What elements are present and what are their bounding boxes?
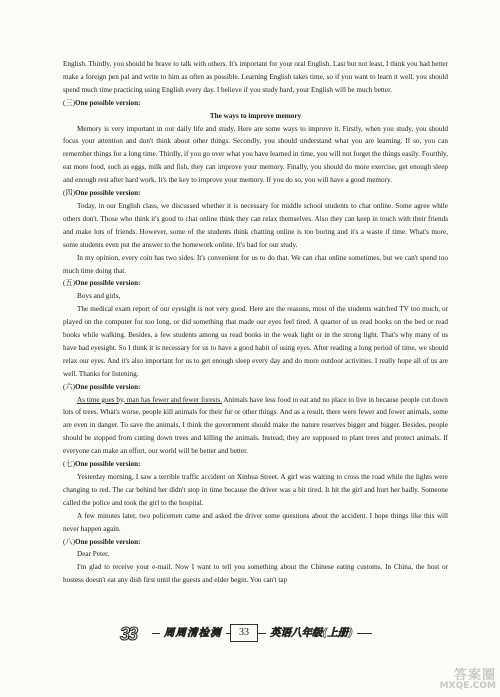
- section-header: [63, 458, 448, 471]
- underlined-sentence: As time goes by, man has fewer and fewer forests.: [77, 395, 222, 404]
- answer-text-body: [63, 58, 448, 587]
- section-label: One possible version:: [74, 279, 141, 288]
- essay-paragraph: Memory is very important in our daily life and study. Here are some ways to improve it. Firstly, when you study, you should focus your attention and don't think about other things. Secondly, you should understand what you are learning. If so, you can remember things for a long time. Thirdly, if you go over what you have learned in time, you will not forget the things easily. Fourthly, eat more food, such as eggs, milk and fish, they can improve your memory. Finally, you should do more exercise, get enough sleep and enough rest after hard work. It's the key to improve your memory. If you do so, you will have a good memory.: [63, 124, 448, 185]
- watermark-cn-text: 答案圈: [453, 668, 496, 683]
- section-label: One possible version:: [74, 189, 141, 198]
- series-logo: 33: [120, 624, 137, 644]
- essay-paragraph: In my opinion, every coin has two sides. It's convenient for us to do that. We can chat online sometimes, but we can't spend too much time doing that.: [63, 253, 448, 275]
- section-header: [63, 536, 448, 549]
- page-footer: [120, 622, 380, 648]
- watermark-url-text: MXQE.COM: [439, 681, 496, 691]
- section-label: One possible version:: [74, 537, 141, 546]
- section-number: (五): [63, 279, 75, 288]
- paragraph-text: Animals have less food to eat and no place to live in because people cut down lots of trees. What's worse, people kill animals for their fur or other things. And as a result, there were fewer and fewer animals, some are even in danger. To save the animals, I think the government should make the nature reserves bigger and bigger. Besides, people should be stopped from cutting down trees and killing the animals. Instead, they are supposed to plant trees and protect animals. If everyone can make an effort, our world will be better and better.: [63, 395, 448, 456]
- section-header: [63, 187, 448, 200]
- essay-paragraph: The medical exam report of our eyesight is not very good. Here are the reasons, most of the students watched TV too much, or played on the computer for too long, or did something that made our eyes feel tired. A quarter of us read books on the bed or read books while walking. Besides, a few students among us read books in the weak light or in the strong light. That's why many of us have bad eyesight. So I think it is necessary for us to have a good habit of using eyes. After reading a long period of time, we should relax our eyes. And it's also important for us to get enough sleep every day and do more outdoor activities. I really hope all of us are well. Thanks for listening.: [63, 305, 448, 378]
- essay-paragraph: A few minutes later, two policemen came and asked the driver some questions about the accident. I hope things like this will never happen again.: [63, 511, 448, 533]
- section-label: One possible version:: [74, 98, 141, 107]
- section-header: [63, 277, 448, 290]
- section-number: (六): [63, 382, 75, 391]
- section-label: One possible version:: [74, 382, 141, 391]
- page-number: 33: [230, 624, 258, 642]
- section-header: [63, 381, 448, 394]
- footer-book-title: 英语八年级(上册): [266, 625, 357, 640]
- section-header: [63, 97, 448, 110]
- essay-title: The ways to improve memory: [209, 111, 302, 120]
- section-number: (七): [63, 460, 75, 469]
- section-number: (四): [63, 189, 75, 198]
- essay-paragraph: Boys and girls,: [77, 292, 121, 301]
- essay-paragraph: I'm glad to receive your e-mail. Now I want to tell you something about the Chinese eating customs. In China, the host or hostess doesn't eat any dish first until the guests and elder begin. You can't tap: [63, 563, 448, 585]
- essay-paragraph: Yesterday morning, I saw a terrible traffic accident on Xinhua Street. A girl was waiting to cross the road while the lights were changing to red. The car behind her didn't stop in time because the driver was a bit tired. It hit the girl and hurt her badly. Someone called the police and took the girl to the hospital.: [63, 473, 448, 507]
- essay-paragraph: Dear Peter,: [77, 550, 110, 559]
- essay-paragraph: Today, in our English class, we discussed whether it is necessary for middle school students to chat online. Some agree while others don't. Those who think it's good to chat online think they can relax themselves. Also they can keep in touch with their friends and make lots of friends. However, some of the students think chatting online is too boring and it's a waste if time. What's more, some students even put the answer to the homework online. It's bad for our study.: [63, 201, 448, 249]
- section-number: (三): [63, 98, 75, 107]
- site-watermark: [428, 664, 498, 696]
- footer-series-title: 周周清检测: [160, 625, 226, 640]
- essay-paragraph: [63, 394, 448, 459]
- essay-paragraph: English. Thirdly, you should be brave to talk with others. It's important for your oral English. Last but not least, I think you had better make a foreign pen pal and write to him as often as possible. Learning English takes time, so if you want to learn it well, you should spend much time practicing using English every day. I believe if you study hard, your English will be much better.: [63, 60, 448, 94]
- section-number: (八): [63, 537, 75, 546]
- section-label: One possible version:: [74, 460, 141, 469]
